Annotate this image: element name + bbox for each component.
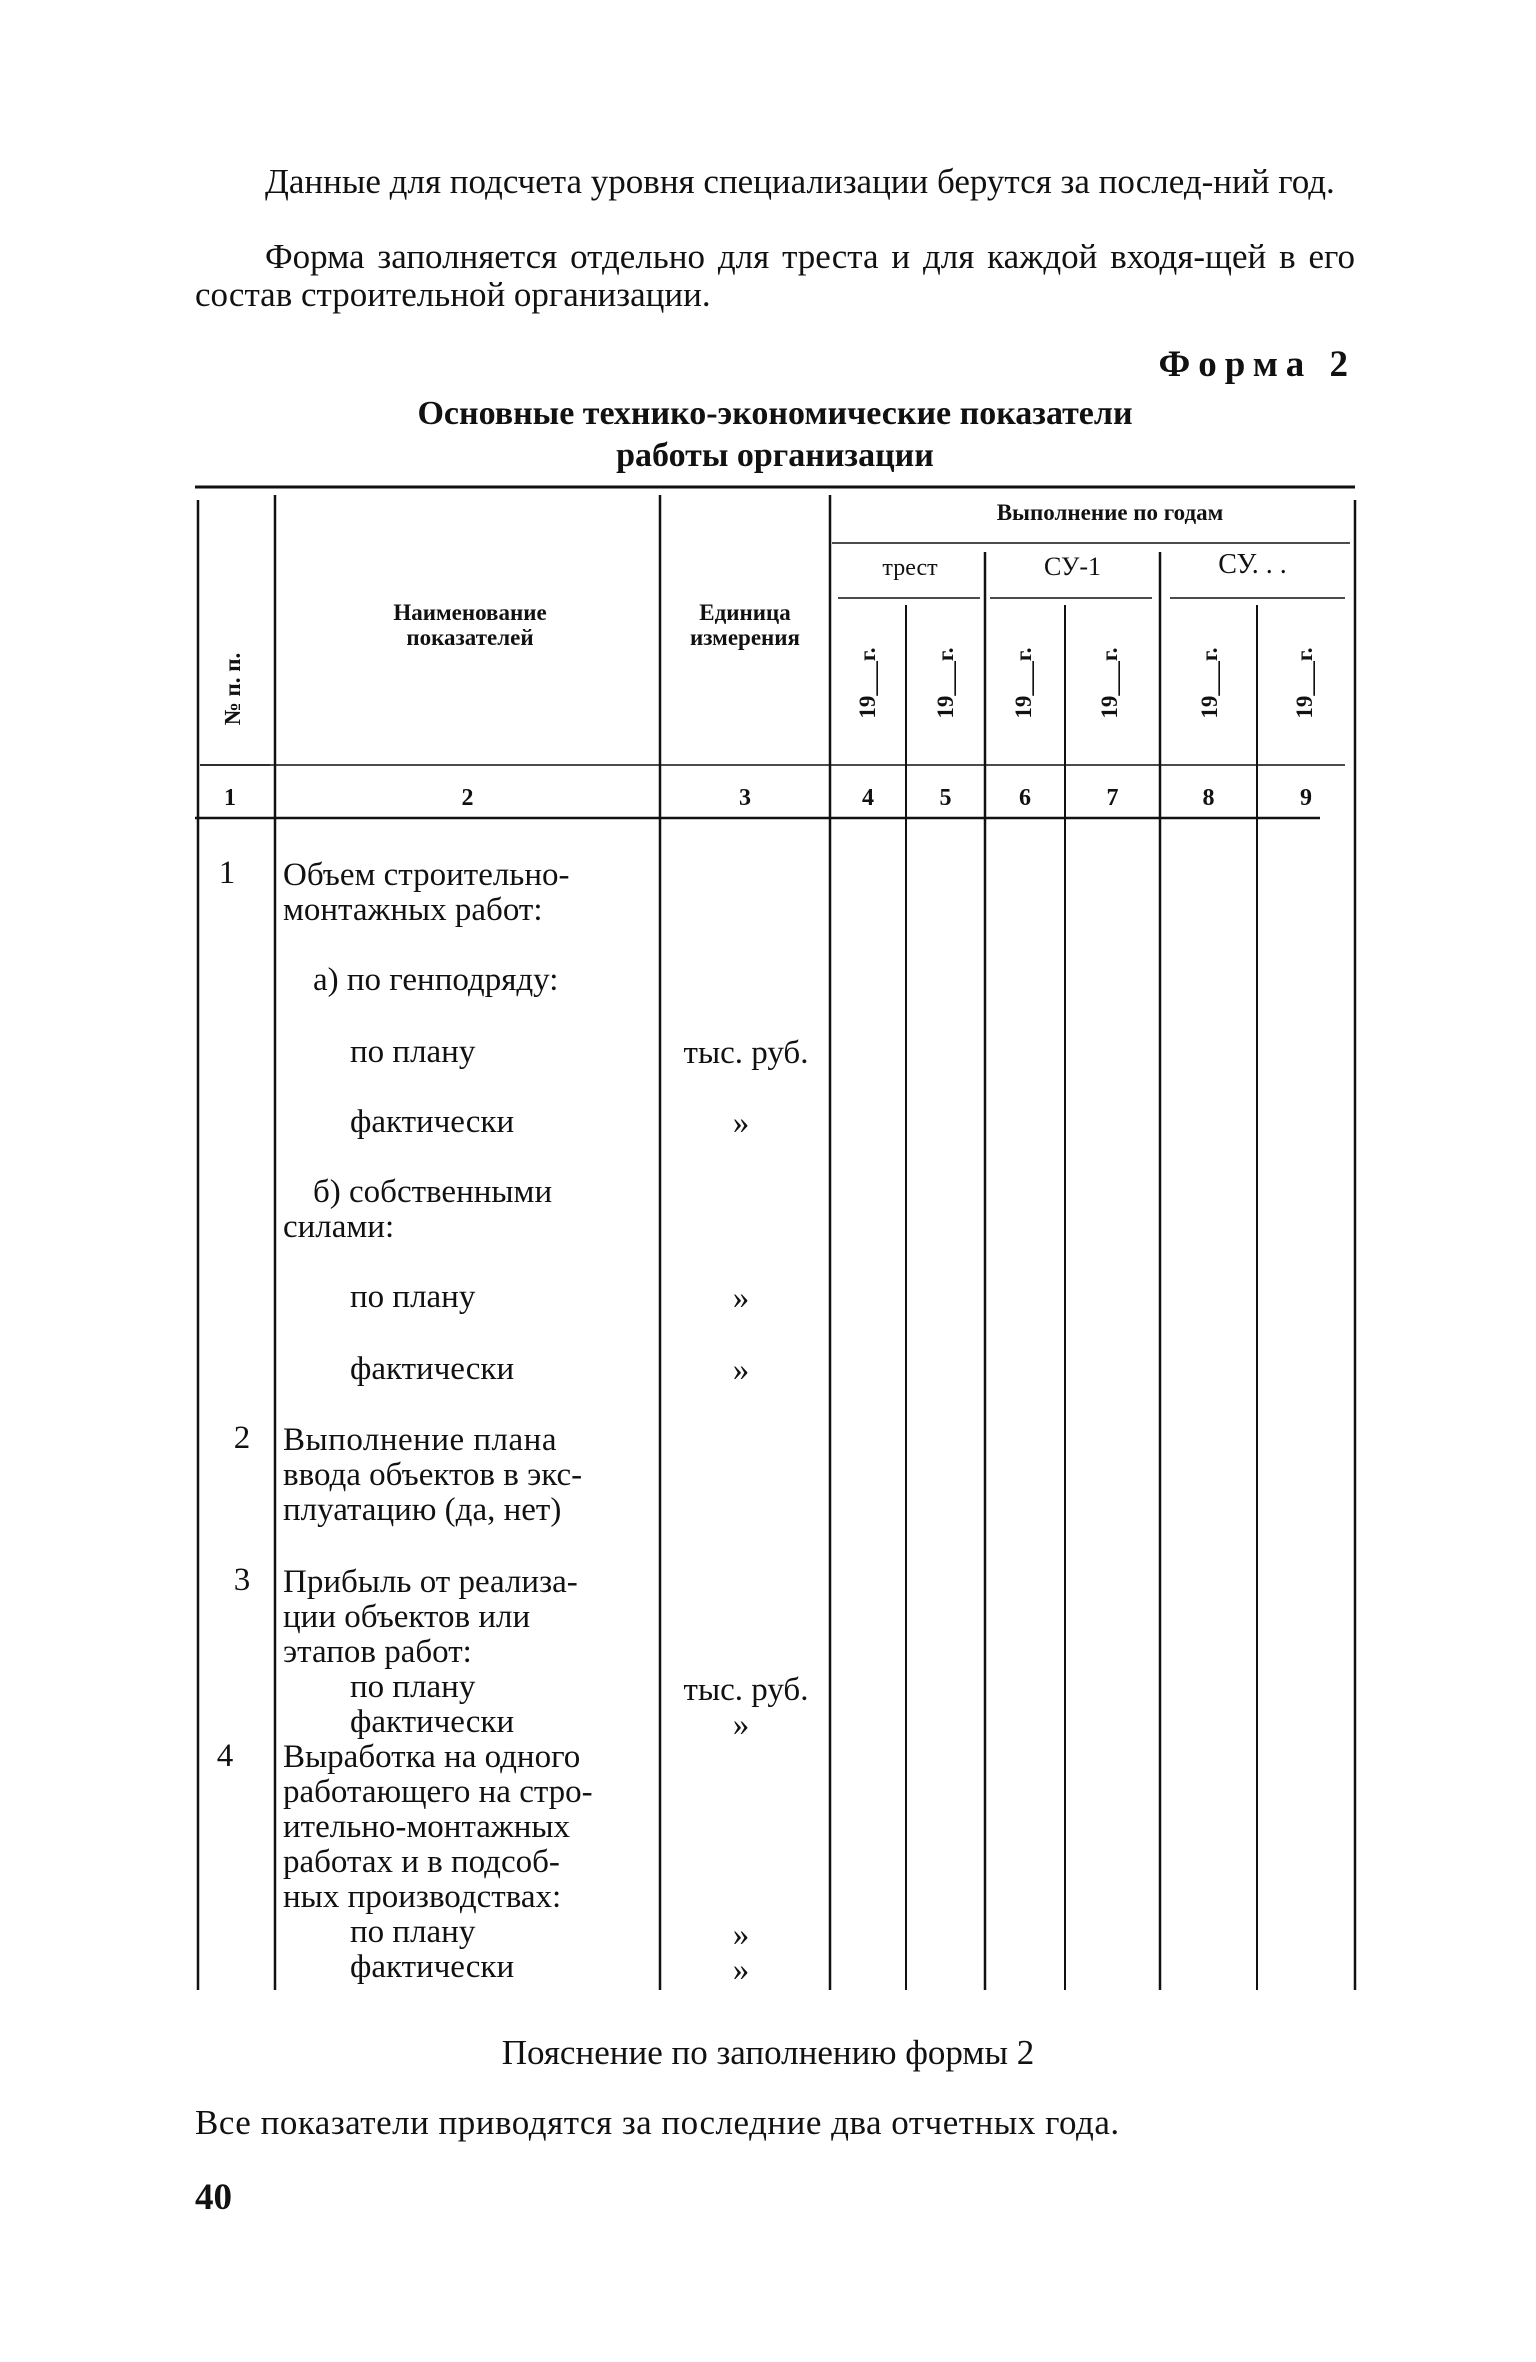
row-4-plan-unit: » [732,1917,750,1953]
header-unit-line-2: измерения [690,625,800,650]
form-title-line-2: работы организации [616,437,934,474]
page-number: 40 [195,2177,232,2218]
row-3-plan-unit: тыс. руб. [683,1672,809,1708]
row-4-line-5: ных производствах: [283,1879,562,1915]
row-1-a-fact-unit: » [732,1105,750,1141]
row-1-line-2: монтажных работ: [283,892,543,928]
colnum-7: 7 [1106,785,1119,811]
row-3-number: 3 [233,1562,251,1598]
row-4-plan: по плану [350,1914,476,1950]
row-1-a: а) по генподряду: [313,962,559,998]
row-2-line-1: Выполнение плана [283,1422,557,1458]
row-4-number: 4 [216,1738,234,1774]
row-4-line-3: ительно-монтажных [283,1809,571,1845]
header-name-line-2: показателей [406,625,534,650]
header-su1: СУ-1 [1043,552,1102,581]
row-3-line-1: Прибыль от реализа- [283,1564,578,1600]
header-num: № п. п. [220,652,245,726]
row-4-line-2: работающего на стро- [283,1774,593,1810]
colnum-4: 4 [862,785,874,811]
row-1-b-plan: по плану [350,1279,476,1315]
row-2-line-2: ввода объектов в экс- [283,1457,583,1493]
row-1-b-plan-unit: » [732,1280,750,1316]
row-3-plan: по плану [350,1669,476,1705]
colnum-8: 8 [1202,785,1215,811]
header-year-col8: 19___г. [1197,647,1222,719]
row-2-line-3: плуатацию (да, нет) [283,1492,562,1528]
footer-title: Пояснение по заполнению формы 2 [501,2033,1035,2072]
row-1-b-fact: фактически [350,1351,515,1387]
header-year-col5: 19___г. [933,647,958,719]
header-year-col9: 19___г. [1292,647,1317,719]
header-year-col6: 19___г. [1011,647,1036,719]
intro-paragraph-1: Данные для подсчета уровня специализации берутся за послед-ний год. [265,162,1335,201]
header-year-col4: 19___г. [855,647,880,719]
row-4-fact: фактически [350,1949,515,1985]
row-1-number: 1 [218,855,236,891]
row-3-fact: фактически [350,1704,515,1740]
row-3-line-3: этапов работ: [283,1634,472,1670]
row-3-line-2: ции объектов или [283,1599,531,1635]
header-by-years: Выполнение по годам [996,500,1224,525]
row-2-number: 2 [233,1420,251,1456]
colnum-9: 9 [1300,785,1312,811]
row-4-line-1: Выработка на одного [283,1739,581,1775]
header-trust: трест [882,555,938,581]
header-year-col7: 19___г. [1097,647,1122,719]
footer-text: Все показатели приводятся за последние два отчетных года. [195,2103,1120,2142]
row-1-a-plan-unit: тыс. руб. [683,1035,809,1071]
colnum-5: 5 [939,785,952,811]
form-title [195,393,1355,477]
header-name [290,600,650,650]
header-su-etc: СУ. . . [1218,549,1287,580]
header-name-line-1: Наименование [393,600,547,625]
header-unit [662,600,828,650]
intro-paragraph-2: Форма заполняется отдельно для треста и для каждой входя-щей в его состав строительной организации. [195,237,1355,314]
colnum-2: 2 [461,785,474,811]
colnum-1: 1 [224,785,236,811]
row-1-a-fact: фактически [350,1104,515,1140]
header-unit-line-1: Единица [699,600,791,625]
row-1-line-1: Объем строительно- [283,857,570,893]
colnum-6: 6 [1019,785,1031,811]
row-1-b-line-2: силами: [283,1209,395,1245]
row-3-fact-unit: » [732,1707,750,1743]
row-1-b-fact-unit: » [732,1352,750,1388]
colnum-3: 3 [739,785,751,811]
row-4-fact-unit: » [732,1952,750,1988]
row-1-b-line-1: б) собственными [313,1174,553,1210]
row-4-line-4: работах и в подсоб- [283,1844,560,1880]
form-title-line-1: Основные технико-экономические показатели [417,395,1133,432]
form-label: Форма 2 [1158,344,1356,385]
row-1-a-plan: по плану [350,1034,476,1070]
